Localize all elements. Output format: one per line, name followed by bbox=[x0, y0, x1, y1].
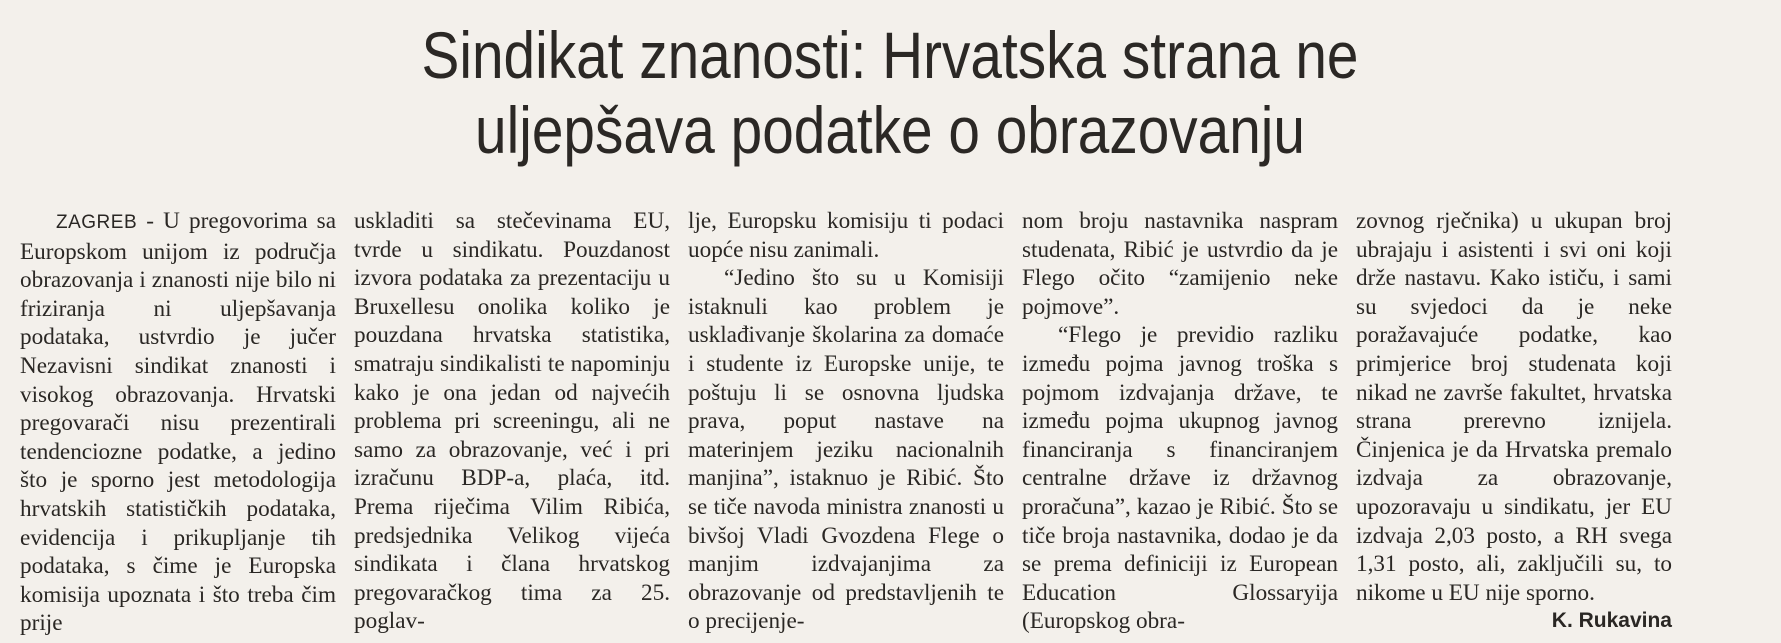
column-3 bbox=[688, 207, 1004, 638]
dateline: ZAGREB bbox=[56, 212, 138, 233]
column-1 bbox=[20, 207, 336, 638]
article-body bbox=[20, 207, 1672, 638]
paragraph bbox=[1356, 207, 1672, 633]
paragraph: lje, Europsku komisiju ti podaci uopće nisu zanimali. bbox=[688, 208, 1004, 263]
headline-line-1: Sindikat znanosti: Hrvatska strana ne bbox=[421, 18, 1359, 92]
paragraph: uskladiti sa stečevinama EU, tvrde u sindikatu. Pouzdanost izvora podataka za prezentaciju u Bruxellesu onolika koliko je pouzdana hrvatska statistika, smatraju sindikalisti te napominju kako je ona jedan od najvećih problema pri screeningu, ali ne samo za obrazovanje, već i pri izračunu BDP-a, plaća, itd. Prema riječima Vilim Ribića, predsjednika Velikog vijeća sindikata i člana hrvatskog pregovaračkog tima za 25. poglav- bbox=[354, 208, 670, 635]
headline-line-2: uljepšava podatke o obrazovanju bbox=[475, 93, 1305, 167]
column-4 bbox=[1022, 207, 1338, 638]
paragraph: “Jedino što su u Komisiji istaknuli kao problem je usklađivanje školarina za domaće i studente iz Europske unije, te poštuju li se osnovna ljudska prava, poput nastave na materinjem jeziku nacionalnih manjina”, istaknuo je Ribić. Što se tiče navoda ministra znanosti u bivšoj Vladi Gvozdena Flege o manjim izdvajanjima za obrazovanje od predstavljenih te o precijenje- bbox=[688, 265, 1004, 635]
byline: K. Rukavina bbox=[1551, 609, 1672, 633]
column-2 bbox=[354, 207, 670, 638]
paragraph: “Flego je previdio razliku između pojma javnog troška s pojmom izdvajanja države, te između pojma ukupnog javnog financiranja s financiranjem centralne države iz državnog proračuna”, kazao je Ribić. Što se tiče broja nastavnika, dodao je da se prema definiciji iz European Education Glossaryija (Europskog obra- bbox=[1022, 322, 1338, 635]
paragraph bbox=[20, 207, 336, 638]
paragraph-text: zovnog rječnika) u ukupan broj ubrajaju i asistenti i svi oni koji drže nastavu. Kako ističu, i sami su svjedoci da je neke poražavajuće podatke, kao primjerice broj studenata koji nikad ne završe fakultet, hrvatska strana prerevno iznijela. Činjenica je da Hrvatska premalo izdvaja za obrazovanje, upozoravaju u sindikatu, jer EU izdvaja 2,03 posto, a RH svega 1,31 posto, ali, zaključili su, to nikome u EU nije sporno. bbox=[1356, 208, 1672, 606]
column-5 bbox=[1356, 207, 1672, 638]
paragraph: nom broju nastavnika naspram studenata, Ribić je ustvrdio da je Flego očito “zamijenio neke pojmove”. bbox=[1022, 208, 1338, 320]
headline bbox=[254, 18, 1527, 168]
paragraph-text: - U pregovorima sa Europskom unijom iz područja obrazovanja i znanosti nije bilo ni friziranja ni uljepšavanja podataka, ustvrdio je jučer Nezavisni sindikat znanosti i visokog obrazovanja. Hrvatski pregovarači nisu prezentirali tendenciozne podatke, a jedino što je sporno jest metodologija hrvatskih statističkih podataka, evidencija i prikupljanje tih podataka, s čime je Europska komisija upoznata i što treba čim prije bbox=[20, 208, 336, 637]
